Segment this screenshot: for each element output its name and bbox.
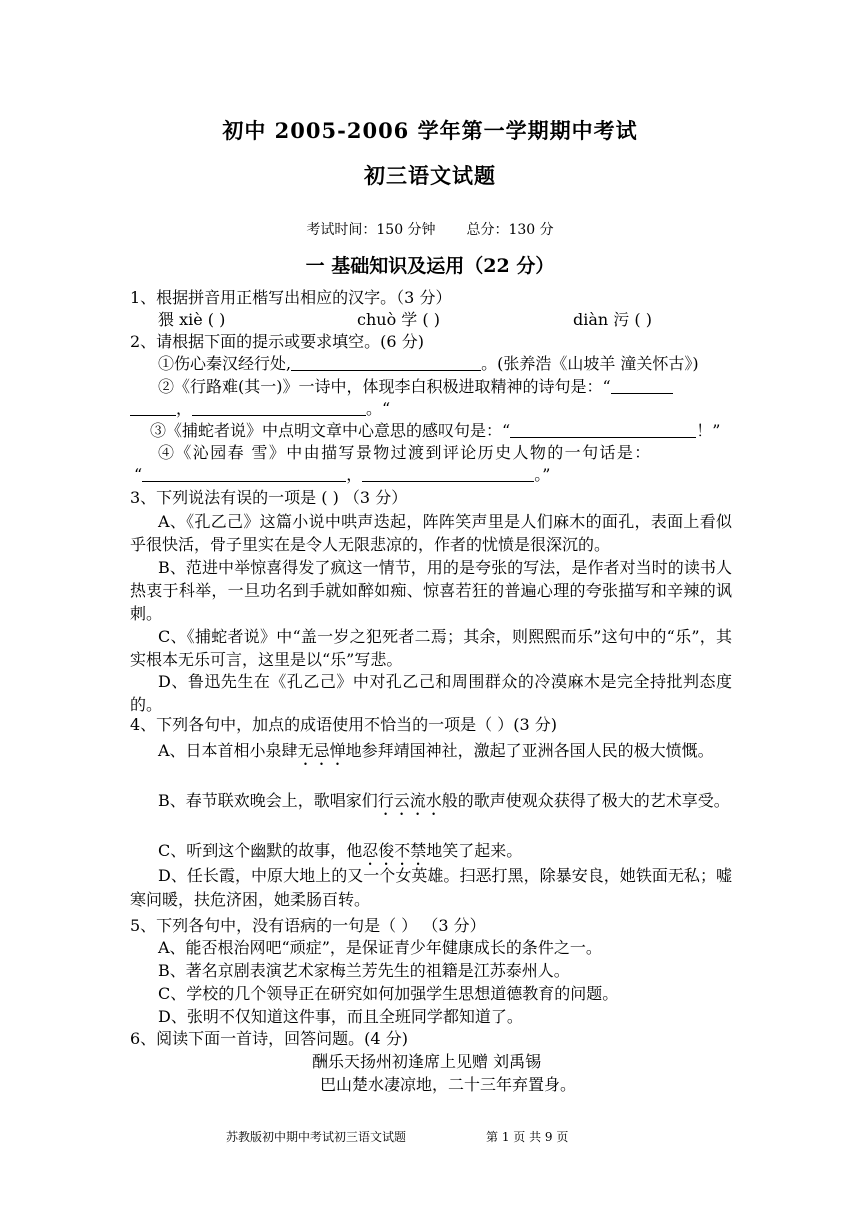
q3-option-a: A、《孔乙己》这篇小说中哄声迭起，阵阵笑声里是人们麻木的面孔，表面上看似乎很快活，骨子里实在是令人无限悲凉的，作者的忧愤是很深沉的。 [130,512,732,554]
q4-option-a: A、日本首相小泉肆无忌惮地参拜靖国神社，激起了亚洲各国人民的极大愤慨。 [158,741,714,760]
q4-option-c: C、听到这个幽默的故事，他忍俊不禁地笑了起来。 [158,841,523,860]
q2-line2: ②《行路难(其一)》一诗中，体现李白积极进取精神的诗句是：“ [158,376,673,398]
exam-subtitle: 初三语文试题 [364,163,496,188]
poem-title: 酬乐天扬州初逢席上见赠 刘禹锡 [312,1052,542,1071]
q3-stem: 3、下列说法有误的一项是 ( ) （3 分） [130,488,408,507]
q1-stem: 1、根据拼音用正楷写出相应的汉字。（3 分） [130,288,452,307]
q6-stem: 6、阅读下面一首诗，回答问题。(4 分) [130,1029,408,1048]
exam-title: 初中 2005-2006 学年第一学期期中考试 [222,118,638,143]
exam-meta [0,219,860,239]
footer-page-number: 第 1 页 共 9 页 [486,1130,569,1144]
answer-blank[interactable] [611,376,673,394]
footer-doc-name: 苏教版初中期中考试初三语文试题 [226,1130,407,1144]
q4-stem: 4、下列各句中，加点的成语使用不恰当的一项是（ ）(3 分) [130,715,558,734]
dotted-idiom: 忍俊不禁 [362,841,427,860]
q1-item-a: 猥 xiè ( ) [158,310,226,329]
answer-blank[interactable] [130,398,176,416]
exam-time: 考试时间：150 分钟 [306,222,436,238]
q5-option-c: C、学校的几个领导正在研究如何加强学生思想道德教育的问题。 [158,984,619,1003]
q5-stem: 5、下列各句中，没有语病的一句是（ ） （3 分） [130,916,486,935]
q2-line6: “ ， 。” [134,465,551,484]
section-heading: 一 基础知识及运用（22 分） [305,255,555,277]
answer-blank[interactable] [142,464,346,482]
poem-line: 巴山楚水凄凉地，二十三年弃置身。 [320,1075,577,1094]
q2-line3: ， 。“ [130,398,390,420]
q4-option-d: D、任长霞，中原大地上的又一个女英雄。扫恶打黑，除暴安良，她铁面无私；嘘寒问暖，扶危济困，她柔肠百转。 [130,866,732,909]
answer-blank[interactable] [362,464,534,482]
q5-option-d: D、张明不仅知道这件事，而且全班同学都知道了。 [158,1007,523,1026]
dotted-idiom: 行云流水 [377,791,442,810]
q5-option-a: A、能否根治网吧“顽症”，是保证青少年健康成长的条件之一。 [158,938,602,957]
q2-line5: ④《沁园春 雪》中由描写景物过渡到评论历史人物的一句话是： [158,443,652,462]
answer-blank[interactable] [192,398,366,416]
q1-item-c: diàn 污 ( ) [573,310,652,329]
q5-option-b: B、著名京剧表演艺术家梅兰芳先生的祖籍是江苏泰州人。 [158,961,570,980]
q1-item-b: chuò 学 ( ) [357,310,440,329]
q2-stem: 2、请根据下面的提示或要求填空。(6 分) [130,332,424,351]
answer-blank[interactable] [510,420,696,438]
q2-line1: ①伤心秦汉经行处, 。(张养浩《山坡羊 潼关怀古》) [158,354,699,373]
q3-option-b: B、范进中举惊喜得发了疯这一情节，用的是夸张的写法，是作者对当时的读书人热衷于科举，一旦功名到手就如醉如痴、惊喜若狂的普遍心理的夸张描写和辛辣的讽刺。 [130,558,732,623]
q2-line4: ③《捕蛇者说》中点明文章中心意思的感叹句是：“ ！” [150,421,721,440]
answer-blank[interactable] [291,353,481,371]
total-score: 总分：130 分 [466,222,554,238]
dotted-idiom: 无忌惮 [297,741,346,760]
q3-option-c: C、《捕蛇者说》中“盖一岁之犯死者二焉；其余，则熙熙而乐”这句中的“乐”，其实根本无乐可言，这里是以“乐”写悲。 [130,627,732,669]
q4-option-b: B、春节联欢晚会上，歌唱家们行云流水般的歌声使观众获得了极大的艺术享受。 [158,791,730,810]
q3-option-d: D、鲁迅先生在《孔乙己》中对孔乙己和周围群众的冷漠麻木是完全持批判态度的。 [130,672,732,714]
